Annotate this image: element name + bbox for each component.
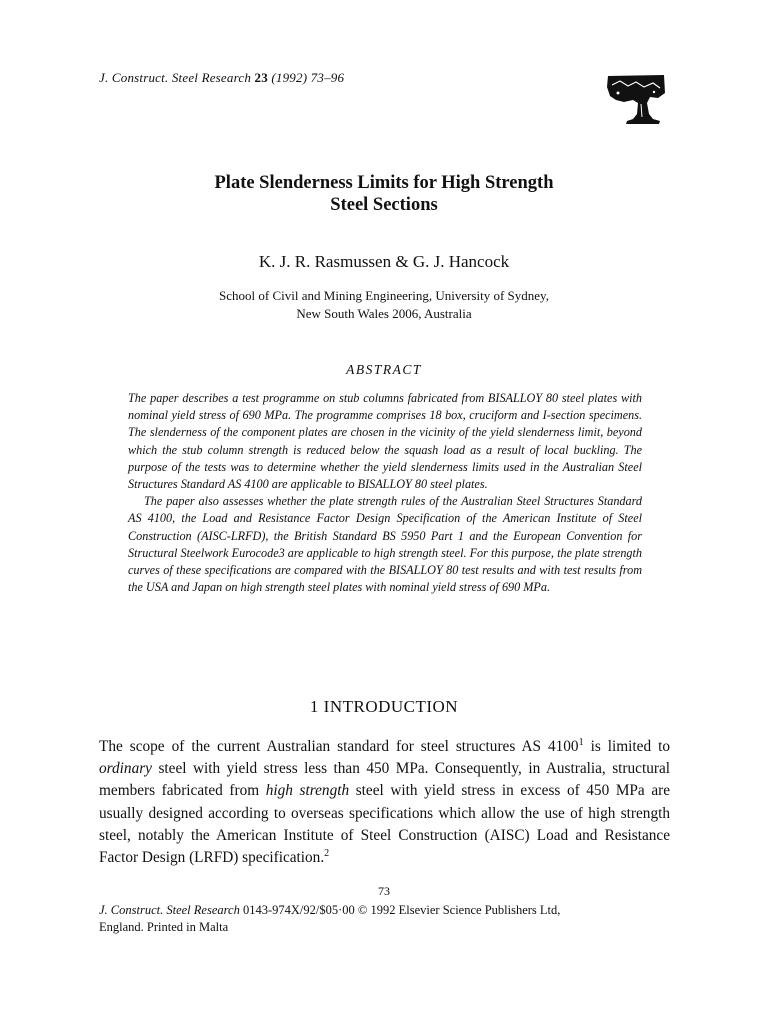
footer-journal-name: J. Construct. Steel Research [99,903,240,917]
affiliation-line-2: New South Wales 2006, Australia [296,306,472,321]
paper-title-line-2: Steel Sections [330,195,438,215]
abstract-paragraph-1: The paper describes a test programme on stub columns fabricated from BISALLOY 80 steel plates with nominal yield stress of 690 MPa. The programme comprises 18 box, cruciform and I-section specimens. The slenderness of the component plates are chosen in the vicinity of the yield slenderness limit, beyond which the stub column strength is reduced below the squash load as a result of local buckling. The purpose of the tests was to determine whether the yield slenderness limits used in the Australian Steel Structures Standard AS 4100 are applicable to BISALLOY 80 steel plates. [128,391,642,492]
affiliation [0,287,768,323]
abstract-paragraph-2: The paper also assesses whether the plate strength rules of the Australian Steel Structures Standard AS 4100, the Load and Resistance Factor Design Specification of the American Institute of Steel Construction (AISC-LRFD), the British Standard BS 5950 Part 1 and the European Convention for Structural Steelwork Eurocode3 are applicable to high strength steel. For this purpose, the plate strength curves of these specifications are compared with the BISALLOY 80 test results and with test results from the USA and Japan on high strength steel plates with nominal yield stress of 690 MPa. [128,494,642,595]
footer-copyright: 0143-974X/92/$05·00 © 1992 Elsevier Science Publishers Ltd, [239,903,561,917]
footer-line-2: England. Printed in Malta [99,920,229,934]
abstract-heading: ABSTRACT [346,362,422,377]
introduction-paragraph [99,736,670,869]
intro-text-4: steel with yield stress in excess of 450 MPa are usually designed according to overseas specifications which allow the use of high strength steel, notably the American Institute of Steel Construction (AISC) Load and Resistance Factor Design (LRFD) specification. [99,782,670,867]
section-heading-introduction: 1 INTRODUCTION [309,697,459,716]
intro-emphasis-high-strength: high strength [265,782,350,800]
abstract-body [128,390,642,596]
journal-name: J. Construct. Steel Research [99,70,252,85]
authors: K. J. R. Rasmussen & G. J. Hancock [258,252,510,271]
intro-text-2: is limited to [583,738,670,755]
intro-emphasis-ordinary: ordinary [99,760,152,778]
paper-title-line-1: Plate Slenderness Limits for High Strength [214,173,554,193]
elsevier-tree-logo-icon [606,73,666,125]
copyright-footer [99,902,671,936]
footer-line-1 [99,902,671,919]
journal-volume: 23 [254,70,268,85]
journal-reference [99,70,344,86]
paper-title [0,172,768,216]
intro-text-1: The scope of the current Australian standard for steel structures AS 4100 [99,738,579,755]
reference-marker-2: 2 [324,847,330,859]
journal-year-pages: (1992) 73–96 [271,70,345,85]
reference-marker-1: 1 [578,736,584,748]
affiliation-line-1: School of Civil and Mining Engineering, University of Sydney, [219,288,549,303]
page-number: 73 [378,884,390,898]
intro-text-3: steel with yield stress less than 450 MPa. Consequently, in Australia, structural members fabricated from [99,760,670,800]
